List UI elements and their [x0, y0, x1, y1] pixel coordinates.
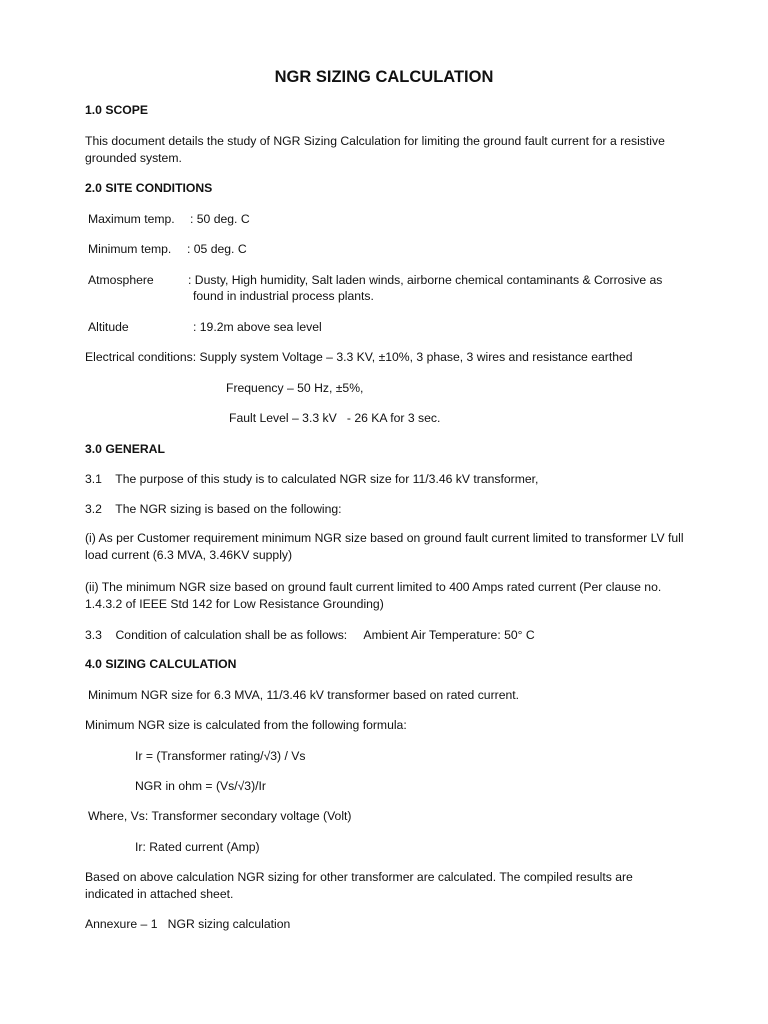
- general-item-3-2: 3.2 The NGR sizing is based on the following:: [85, 502, 342, 516]
- atmosphere-value-line-1: : Dusty, High humidity, Salt laden winds, airborne chemical contaminants & Corrosive as: [188, 273, 663, 287]
- general-item-i: (i) As per Customer requirement minimum NGR size based on ground fault current limited to transformer LV full load current (6.3 MVA, 3.46KV supply): [85, 531, 684, 562]
- frequency-condition: Frequency – 50 Hz, ±5%,: [226, 381, 364, 395]
- formula-intro: Minimum NGR size is calculated from the following formula:: [85, 718, 407, 732]
- general-item-3-3: 3.3 Condition of calculation shall be as follows: Ambient Air Temperature: 50° C: [85, 628, 535, 642]
- general-item-ii: (ii) The minimum NGR size based on ground fault current limited to 400 Amps rated current (Per clause no. 1.4.3.2 of IEEE Std 142 for Low Resistance Grounding): [85, 580, 662, 611]
- altitude-value: : 19.2m above sea level: [193, 320, 322, 334]
- min-temp-label: Minimum temp.: [88, 242, 172, 256]
- sizing-heading: 4.0 SIZING CALCULATION: [85, 657, 237, 671]
- site-conditions-heading: 2.0 SITE CONDITIONS: [85, 181, 213, 195]
- sizing-conclusion: Based on above calculation NGR sizing for other transformer are calculated. The compiled results are indicated in attached sheet.: [85, 870, 633, 901]
- formula-rated-current: Ir = (Transformer rating/√3) / Vs: [135, 749, 306, 763]
- document-title: NGR SIZING CALCULATION: [274, 68, 494, 86]
- sizing-intro: Minimum NGR size for 6.3 MVA, 11/3.46 kV transformer based on rated current.: [88, 688, 520, 702]
- general-heading: 3.0 GENERAL: [85, 442, 165, 456]
- general-item-3-1: 3.1 The purpose of this study is to calculated NGR size for 11/3.46 kV transformer,: [85, 472, 539, 486]
- where-ir-definition: Ir: Rated current (Amp): [135, 840, 260, 854]
- scope-text: This document details the study of NGR Sizing Calculation for limiting the ground fault current for a resistive grounded system.: [85, 134, 665, 165]
- fault-level-condition: Fault Level – 3.3 kV - 26 KA for 3 sec.: [229, 411, 441, 425]
- annexure-reference: Annexure – 1 NGR sizing calculation: [85, 917, 291, 931]
- atmosphere-value-line-2: found in industrial process plants.: [193, 289, 374, 303]
- atmosphere-label: Atmosphere: [88, 273, 154, 287]
- formula-ngr-ohm: NGR in ohm = (Vs/√3)/Ir: [135, 779, 266, 793]
- max-temp-label: Maximum temp.: [88, 212, 175, 226]
- min-temp-value: : 05 deg. C: [187, 242, 247, 256]
- altitude-label: Altitude: [88, 320, 129, 334]
- electrical-conditions: Electrical conditions: Supply system Voltage – 3.3 KV, ±10%, 3 phase, 3 wires and resistance earthed: [85, 350, 633, 364]
- max-temp-value: : 50 deg. C: [190, 212, 250, 226]
- scope-heading: 1.0 SCOPE: [85, 103, 148, 117]
- where-vs-definition: Where, Vs: Transformer secondary voltage (Volt): [88, 809, 352, 823]
